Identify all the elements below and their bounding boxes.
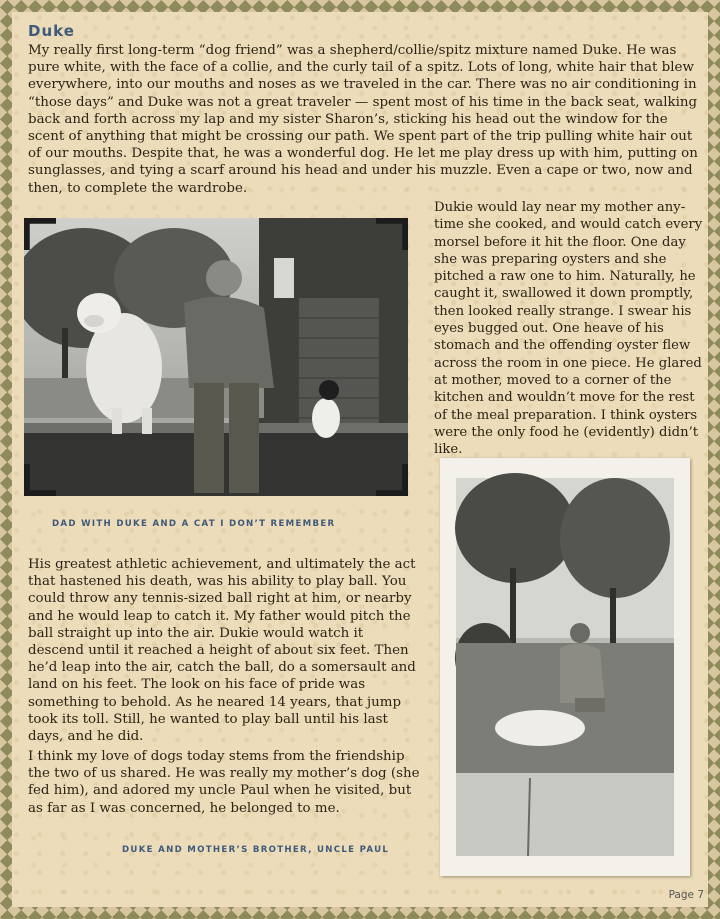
photo-dad-duke-cat	[24, 218, 408, 496]
photo-duke-uncle-paul-image	[440, 458, 690, 876]
photo-duke-uncle-paul	[440, 458, 690, 876]
paragraph-intro: My really first long-term “dog friend” was a shepherd/collie/spitz mixture named Duke. He was pure white, with the face of a collie, and the curly tail of a spitz. Lots of long, white hair that blew everywhere, into our mouths and noses as we traveled in the car. There was no air conditioning in “those days” and Duke was not a great traveler — spent most of his time in the back seat, walking back and forth across my lap and my sister Sharon’s, sticking his head out the window for the scent of anything that might be crossing our path. We spent part of the trip pulling white hair out of our mouths. Despite that, he was a wonderful dog. He let me play dress up with him, putting on sunglasses, and tying a scarf around his head and under his muzzle. Even a cape or two, now and then, to complete the wardrobe.	[28, 43, 698, 196]
paragraph-oyster-story: Dukie would lay near my mother any-time she cooked, and would catch every morsel before it hit the floor. One day she was preparing oysters and she pitched a raw one to him. Naturally, he caught it, swallowed it down promptly, then looked really strange. I swear his eyes bugged out. One heave of his stomach and the offending oyster flew across the room in one piece. He glared at mother, moved to a corner of the kitchen and wouldn’t move for the rest of the meal preparation. I think oysters were the only food he (evidently) didn’t like.	[434, 200, 703, 458]
paragraph-love-of-dogs: I think my love of dogs today stems from the friendship the two of us shared. He was really my mother’s dog (she fed him), and adored my uncle Paul when he visited, but as far as I was concerned, he belonged to me.	[28, 749, 420, 816]
paragraph-ball-playing: His greatest athletic achievement, and ultimately the act that hastened his death, was his ability to play ball. You could throw any tennis-sized ball right at him, or nearby and he would leap to catch it. My father would pitch the ball straight up into the air. Dukie would watch it descend until it reached a height of about six feet. Then he’d leap into the air, catch the ball, do a somersault and land on his feet. The look on his face of pride was something to behold. As he neared 14 years, that jump took its toll. Still, he wanted to play ball until his last days, and he did.	[28, 557, 416, 745]
caption-photo-duke-uncle-paul: DUKE AND MOTHER’S BROTHER, UNCLE PAUL	[122, 845, 390, 855]
photo-dad-duke-cat-image	[24, 218, 408, 496]
caption-photo-dad-duke-cat: DAD WITH DUKE AND A CAT I DON’T REMEMBER	[52, 519, 336, 529]
page-number: Page 7	[668, 889, 704, 901]
page-title: Duke	[28, 22, 75, 40]
